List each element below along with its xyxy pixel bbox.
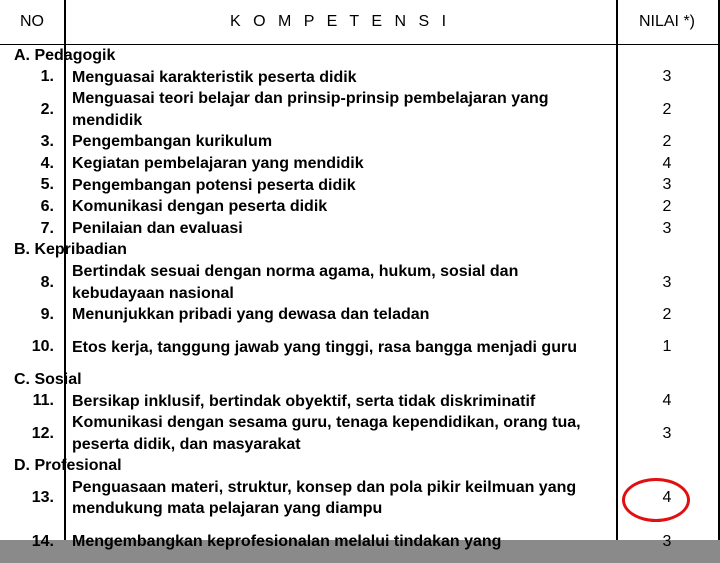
score-value: 3	[662, 176, 672, 194]
score-value: 2	[662, 305, 672, 323]
competency-text: Menguasai teori belajar dan prinsip-prinsip pembelajaran yang mendidik	[72, 90, 549, 129]
score-value: 1	[662, 338, 672, 356]
row-number: 5.	[40, 176, 54, 194]
competency-text: Komunikasi dengan peserta didik	[72, 198, 328, 216]
competency-text: Mengembangkan keprofesionalan melalui tindakan yang	[72, 532, 502, 550]
row-number: 6.	[40, 197, 54, 215]
header-kompetensi: K O M P E T E N S I	[229, 13, 451, 30]
table-row	[0, 131, 718, 153]
row-number: 11.	[32, 392, 54, 410]
table-body	[0, 45, 718, 563]
highlight-circle	[622, 478, 690, 522]
score-value: 3	[662, 424, 672, 442]
row-number: 9.	[40, 305, 54, 323]
row-number: 13.	[31, 489, 54, 507]
competency-text: Menunjukkan pribadi yang dewasa dan teladan	[72, 306, 430, 324]
row-number: 12.	[31, 424, 54, 442]
table-row	[0, 175, 718, 197]
section-label: D. Profesional	[14, 457, 122, 475]
section-label: C. Sosial	[14, 370, 82, 388]
competency-text: Kegiatan pembelajaran yang mendidik	[72, 154, 364, 172]
table-row	[0, 261, 718, 304]
row-number: 10.	[31, 338, 54, 356]
competency-text: Bertindak sesuai dengan norma agama, hukum, sosial dan kebudayaan nasional	[72, 262, 519, 302]
header-no: NO	[20, 13, 44, 30]
row-number: 3.	[40, 133, 54, 151]
header-nilai: NILAI *)	[638, 13, 695, 30]
section-label: A. Pedagogik	[14, 46, 116, 64]
score-value: 4	[662, 154, 672, 172]
competency-text: Etos kerja, tanggung jawab yang tinggi, rasa bangga menjadi guru	[72, 338, 577, 356]
table-row	[0, 196, 718, 218]
column-divider	[718, 0, 720, 540]
competency-text: Menguasai karakteristik peserta didik	[72, 68, 357, 86]
table-row	[0, 67, 718, 89]
table-row	[0, 218, 718, 240]
row-number: 14.	[31, 532, 54, 550]
table-row	[0, 326, 718, 369]
competency-text: Pengembangan potensi peserta didik	[72, 176, 356, 194]
row-number: 1.	[40, 68, 54, 86]
score-value: 3	[662, 68, 672, 86]
score-value: 3	[662, 532, 672, 550]
section-label: B. Kepribadian	[14, 241, 127, 259]
row-number: 2.	[40, 100, 54, 118]
competency-text: Penilaian dan evaluasi	[72, 219, 243, 237]
competency-text: Penguasaan materi, struktur, konsep dan pola pikir keilmuan yang mendukung mata pelajaran yang diampu	[72, 478, 577, 518]
row-number: 4.	[40, 154, 54, 172]
score-value: 4	[662, 392, 672, 410]
score-value: 2	[662, 133, 672, 151]
row-number: 8.	[40, 273, 54, 291]
score-value: 4	[662, 489, 672, 507]
section-row	[0, 369, 718, 391]
table-row	[0, 304, 718, 326]
table-row	[0, 153, 718, 175]
table-row	[0, 477, 718, 520]
competency-text: Komunikasi dengan sesama guru, tenaga kependidikan, orang tua, peserta didik, dan masyarakat	[72, 414, 581, 453]
table-row	[0, 520, 718, 563]
section-row	[0, 455, 718, 477]
row-number: 7.	[40, 219, 54, 237]
table-row	[0, 412, 718, 455]
section-row	[0, 45, 718, 67]
table-row	[0, 391, 718, 413]
competency-text: Pengembangan kurikulum	[72, 133, 273, 151]
section-row	[0, 239, 718, 261]
table-row	[0, 88, 718, 131]
score-value: 3	[662, 273, 672, 291]
score-value: 2	[662, 100, 672, 118]
competency-text: Bersikap inklusif, bertindak obyektif, serta tidak diskriminatif	[72, 392, 536, 410]
score-value: 2	[662, 197, 672, 215]
table-header	[0, 0, 718, 45]
score-value: 3	[662, 219, 672, 237]
